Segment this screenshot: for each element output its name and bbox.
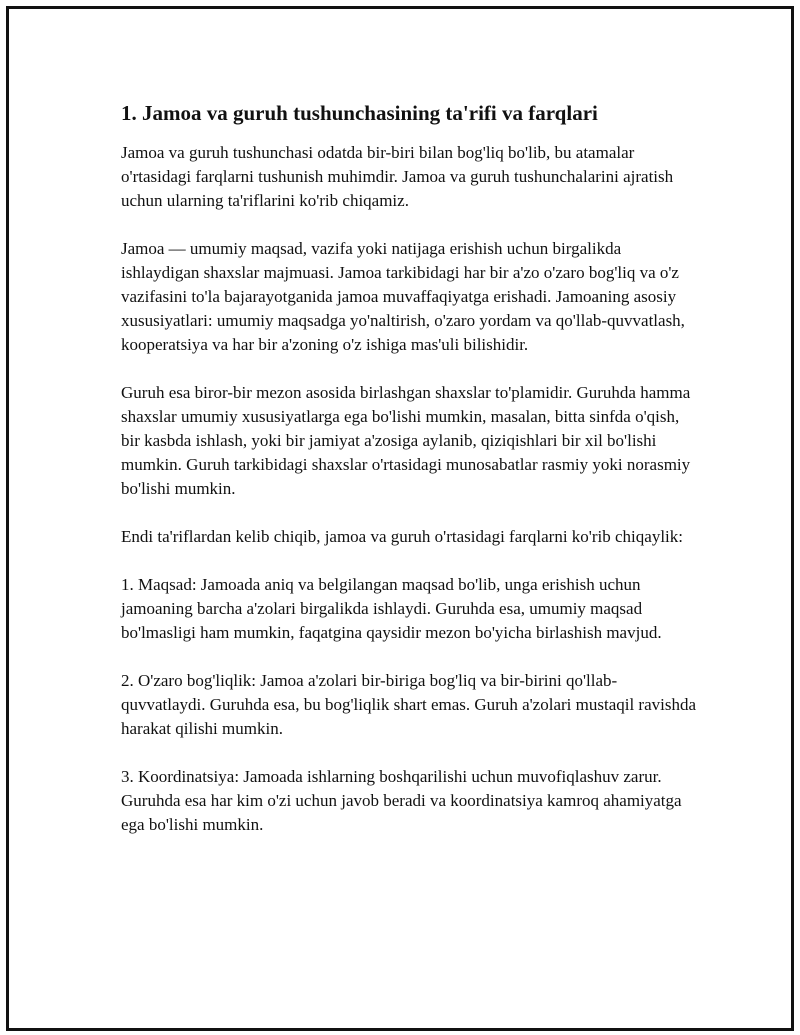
document-body [121, 99, 701, 861]
document-title: 1. Jamoa va guruh tushunchasining ta'rifi va farqlari [121, 101, 598, 125]
list-item-maqsad: 1. Maqsad: Jamoada aniq va belgilangan maqsad bo'lib, unga erishish uchun jamoaning barcha a'zolari birgalikda ishlaydi. Guruhda esa, umumiy maqsad bo'lmasligi ham mumkin, faqatgina qaysidir mezon bo'yicha birlashish mavjud. [121, 575, 662, 642]
paragraph-differences-intro: Endi ta'riflardan kelib chiqib, jamoa va guruh o'rtasidagi farqlarni ko'rib chiqaylik: [121, 527, 683, 546]
list-item-ozaro-bogliqlik: 2. O'zaro bog'liqlik: Jamoa a'zolari bir-biriga bog'liq va bir-birini qo'llab-quvvatlaydi. Guruhda esa, bu bog'liqlik shart emas. Guruh a'zolari mustaqil ravishda harakat qilishi mumkin. [121, 671, 697, 738]
list-item-koordinatsiya: 3. Koordinatsiya: Jamoada ishlarning boshqarilishi uchun muvofiqlashuv zarur. Guruhda esa har kim o'zi uchun javob beradi va koordinatsiya kamroq ahamiyatga ega bo'lishi mumkin. [121, 767, 682, 834]
paragraph-intro: Jamoa va guruh tushunchasi odatda bir-biri bilan bog'liq bo'lib, bu atamalar o'rtasidagi farqlarni tushunish muhimdir. Jamoa va guruh tushunchalarini ajratish uchun ularning ta'riflarini ko'rib chiqamiz. [121, 143, 674, 210]
paragraph-guruh-definition: Guruh esa biror-bir mezon asosida birlashgan shaxslar to'plamidir. Guruhda hamma shaxslar umumiy xususiyatlarga ega bo'lishi mumkin, masalan, bitta sinfda o'qish, bir kasbda ishlash, yoki bir jamiyat a'zosiga aylanib, qiziqishlari bir xil bo'lishi mumkin. Guruh tarkibidagi shaxslar o'rtasidagi munosabatlar rasmiy yoki norasmiy bo'lishi mumkin. [121, 383, 691, 498]
paragraph-jamoa-definition: Jamoa — umumiy maqsad, vazifa yoki natijaga erishish uchun birgalikda ishlaydigan shaxslar majmuasi. Jamoa tarkibidagi har bir a'zo o'zaro bog'liq va o'z vazifasini to'la bajarayotganida jamoa muvaffaqiyatga erishadi. Jamoaning asosiy xususiyatlari: umumiy maqsadga yo'naltirish, o'zaro yordam va qo'llab-quvvatlash, kooperatsiya va har bir a'zoning o'z ishiga mas'uli bilishidir. [121, 239, 685, 354]
page-frame [6, 6, 794, 1031]
